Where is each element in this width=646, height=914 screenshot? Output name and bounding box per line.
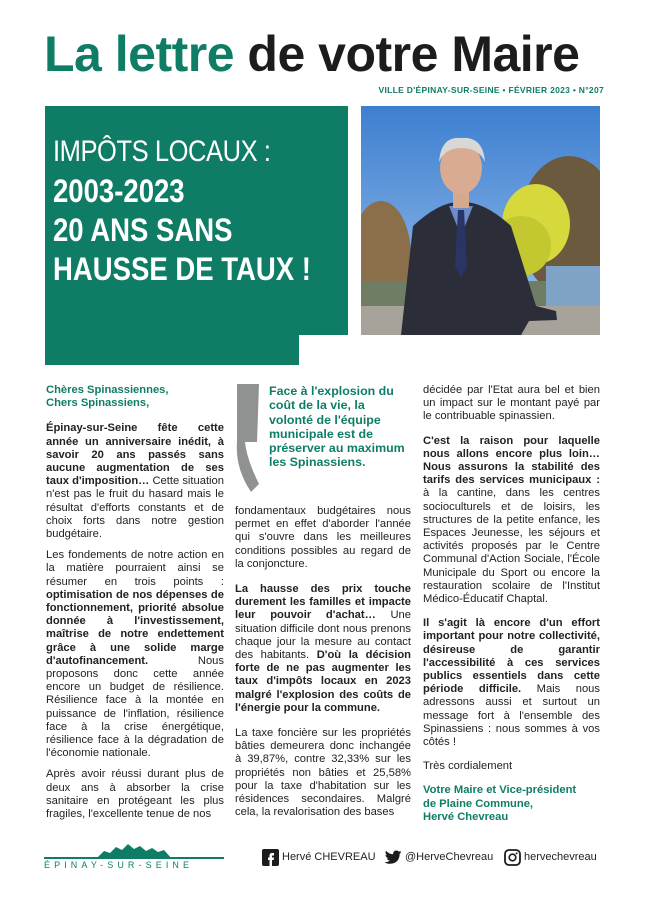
column-1 <box>46 384 224 829</box>
instagram-link[interactable] <box>504 848 597 866</box>
col1-p1-bold: Épinay-sur-Seine fête cette année un anniversaire inédit, à savoir 20 ans passés sans aucune augmentation de ses taux d'imposition… <box>46 422 224 488</box>
twitter-link[interactable] <box>384 848 493 866</box>
signature <box>423 784 600 824</box>
facebook-icon <box>262 849 279 866</box>
col1-p2-rest: Nous proposons donc cette année encore un budget de résilience. Résilience face à la montée en puissance de l'inflation, résilience face à la crise énergétique, résilience face à la dégradation de l'économie nationale. <box>46 654 224 760</box>
column-2 <box>235 505 411 827</box>
col3-p2-rest: à la cantine, dans les centres socioculturels et de loisirs, les structures de la petite enfance, les Espaces Jeunesse, les séjours et activités proposés par le Centre Communal d'Action Sociale, l'École Municipale du Sport ou encore la restauration scolaire de l'Institut Médico-Éducatif Chaptal. <box>423 487 600 606</box>
hero-headline <box>53 132 345 289</box>
instagram-handle: hervechevreau <box>524 851 597 863</box>
signature-line-3: Hervé Chevreau <box>423 810 509 823</box>
col2-paragraph-1: fondamentaux budgétaires nous permet en effet d'aborder l'année qui s'ouvre dans les meilleures conditions possibles au regard de la conjoncture. <box>235 505 411 570</box>
col1-paragraph-3: Après avoir réussi durant plus de deux ans à absorber la crise sanitaire en protégeant les plus fragiles, l'excellente tenue de nos <box>46 768 224 821</box>
col3-p2-bold: C'est la raison pour laquelle nous allons encore plus loin… Nous assurons la stabilité des tarifs des services municipaux : <box>423 434 600 487</box>
city-logo-text: ÉPINAY-SUR-SEINE <box>44 860 194 870</box>
greeting-line-1: Chères Spinassiennes, <box>46 384 169 396</box>
col2-p2-mid: Une situation difficile dont nous prenons chaque jour la mesure au contact des habitants. <box>235 609 411 662</box>
instagram-icon <box>504 849 521 866</box>
col1-p2-bold: optimisation de nos dépenses de fonctionnement, priorité absolue donnée à l'investissement, maîtrise de notre endettement grâce à une solide marge d'autofinancement. <box>46 588 224 667</box>
col3-paragraph-3 <box>423 617 600 749</box>
newsletter-title <box>44 24 604 84</box>
col3-paragraph-1: décidée par l'Etat aura bel et bien un impact sur le montant payé par le contribuable spinassien. <box>423 384 600 423</box>
col3-p3-bold: Il s'agit là encore d'un effort important pour notre collectivité, désireuse de garantir l'accessibilité à ces services publics essentiels dans cette période difficile. <box>423 617 600 696</box>
col3-paragraph-2 <box>423 435 600 607</box>
issue-line: VILLE D'ÉPINAY-SUR-SEINE • FÉVRIER 2023 • N°207 <box>378 85 604 95</box>
col2-p2-bold-2: D'où la décision forte de ne pas augmenter les taux d'impôts locaux en 2023 malgré l'explosion des coûts de l'énergie pour la commune. <box>235 649 411 714</box>
greeting-line-2: Chers Spinassiens, <box>46 397 150 410</box>
hero-line-2: 2003-2023 <box>53 173 185 209</box>
col1-p2-start: Les fondements de notre action en la matière pourraient ainsi se résumer en trois points : <box>46 549 224 588</box>
twitter-handle: @HerveChevreau <box>405 851 494 863</box>
title-green: La lettre <box>44 26 235 82</box>
col2-p2-bold: La hausse des prix touche durement les familles et impacte leur pouvoir d'achat… <box>235 583 411 622</box>
col3-p3-rest: Mais nous adressons aussi et surtout un message fort à l'ensemble des Spinassiens : nous sommes à vos côtés ! <box>423 683 600 749</box>
mayor-photo <box>361 106 600 335</box>
facebook-link[interactable] <box>262 848 376 866</box>
masthead <box>44 24 604 84</box>
city-skyline-logo <box>44 841 224 859</box>
col2-paragraph-2 <box>235 583 411 715</box>
pull-quote <box>233 384 411 496</box>
facebook-handle: Hervé CHEVREAU <box>282 851 376 863</box>
city-logo <box>44 841 224 869</box>
hero-line-3: 20 ANS SANS <box>53 212 233 248</box>
col2-paragraph-3: La taxe foncière sur les propriétés bâties demeurera donc inchangée à 39,87%, contre 32,33% sur les propriétés non bâties et 25,58% pour la taxe d'habitation sur les résidences secondaires. Malgré cela, la revalorisation des bases <box>235 727 411 819</box>
signature-line-2: de Plaine Commune, <box>423 797 534 810</box>
signature-line-1: Votre Maire et Vice-président <box>423 784 577 797</box>
twitter-icon <box>384 850 402 865</box>
hero-line-1: IMPÔTS LOCAUX : <box>53 135 271 168</box>
title-dark: de votre Maire <box>247 26 580 82</box>
col1-p1-rest: Cette situation n'est pas le fruit du hasard mais le résultat d'efforts constants et de choix forts dans notre gestion budgétaire. <box>46 475 224 541</box>
closing: Très cordialement <box>423 760 513 773</box>
quote-text: Face à l'explosion du coût de la vie, la volonté de l'équipe municipale est de préserver au maximum les Spinassiens. <box>269 384 405 470</box>
column-3 <box>423 384 600 832</box>
quote-mark-icon <box>233 384 267 496</box>
col1-paragraph-1 <box>46 422 224 541</box>
col1-paragraph-2 <box>46 549 224 760</box>
hero-box-tab <box>45 335 299 365</box>
hero-line-4: HAUSSE DE TAUX ! <box>53 251 311 287</box>
